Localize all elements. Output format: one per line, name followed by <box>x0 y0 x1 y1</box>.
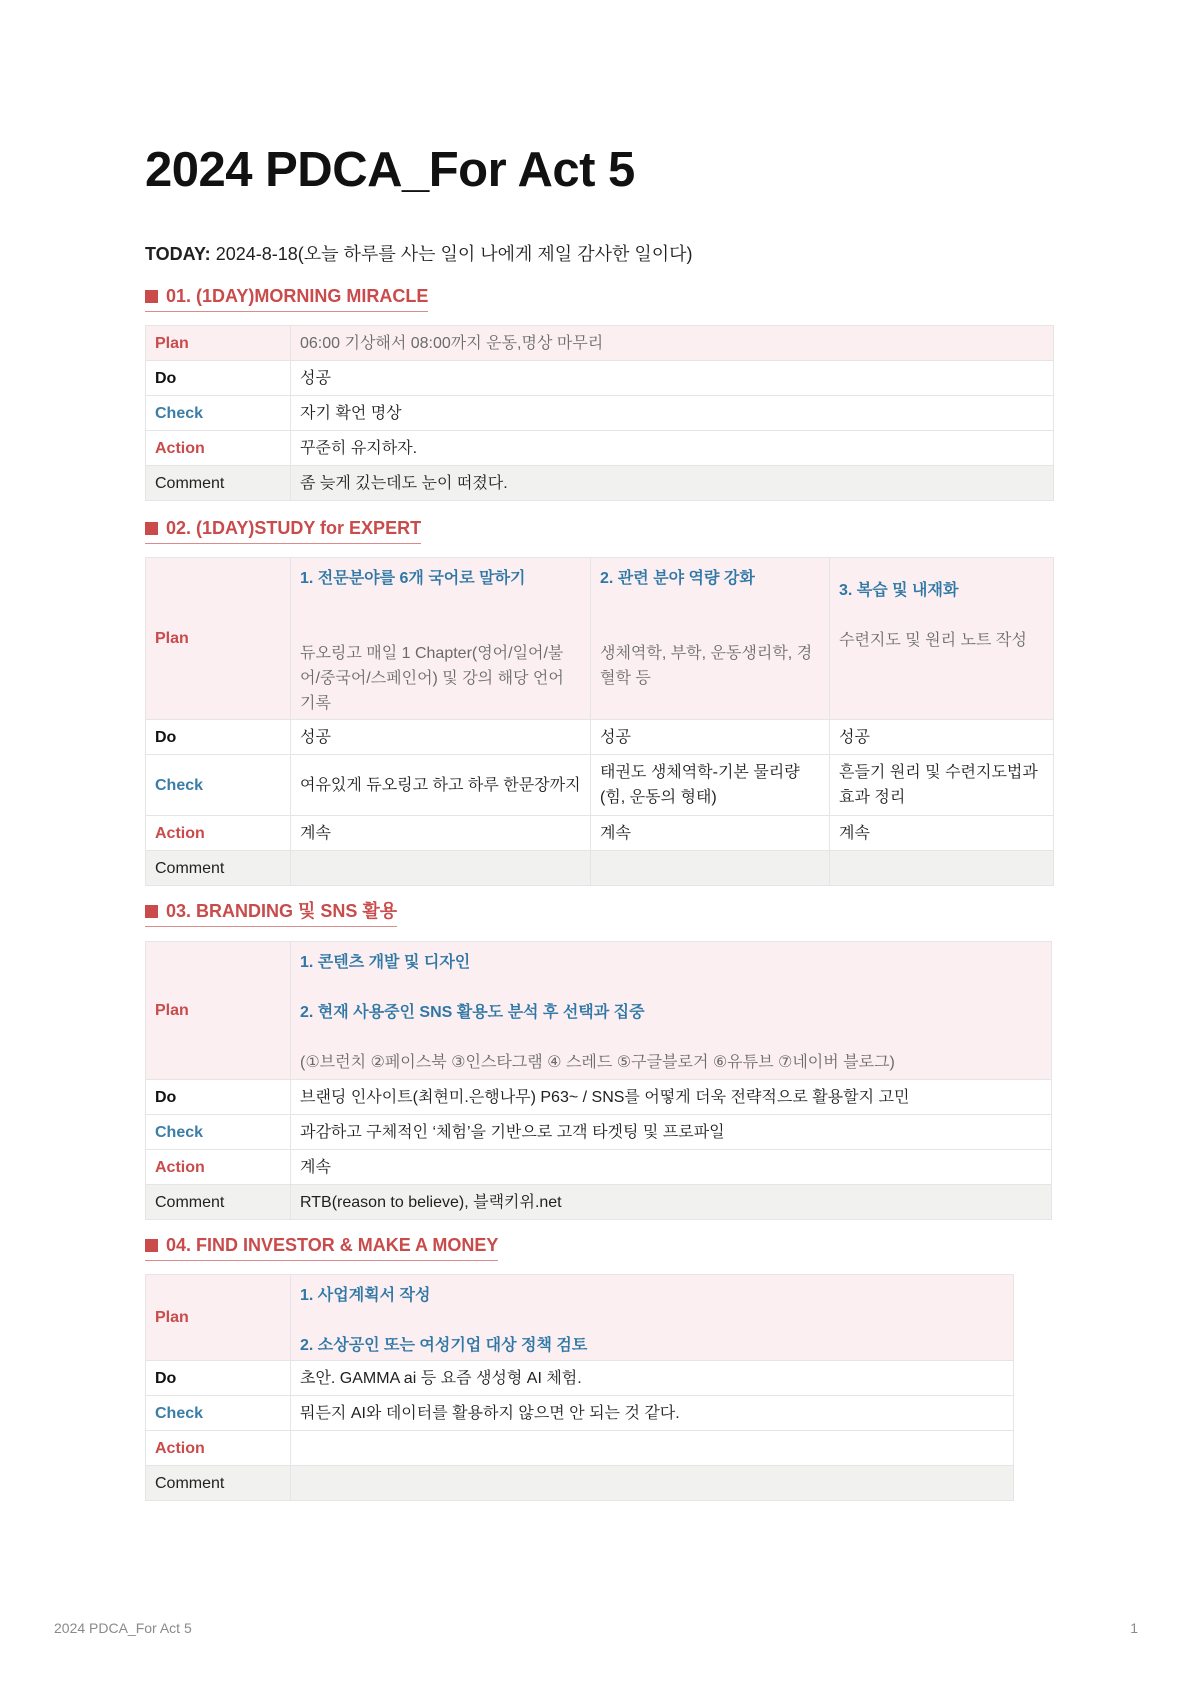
today-label: TODAY: <box>145 244 211 264</box>
check-value: 과감하고 구체적인 ‘체험’을 기반으로 고객 타겟팅 및 프로파일 <box>291 1115 1052 1150</box>
do-value: 성공 <box>291 361 1054 396</box>
plan-cell-3 <box>830 558 1054 720</box>
do-value: 브랜딩 인사이트(최현미.은행나무) P63~ / SNS를 어떻게 더욱 전략적으로 활용할지 고민 <box>291 1080 1052 1115</box>
row-label-check: Check <box>146 1396 291 1431</box>
action-value: 꾸준히 유지하자. <box>291 431 1054 466</box>
table-row <box>146 1185 1052 1220</box>
today-line <box>145 241 693 267</box>
row-label-comment: Comment <box>146 466 291 501</box>
table-row <box>146 942 1052 1080</box>
row-label-check: Check <box>146 755 291 816</box>
table-row <box>146 755 1054 816</box>
red-square-icon <box>145 905 158 918</box>
row-label-action: Action <box>146 1431 291 1466</box>
pdca-table-4 <box>145 1274 1014 1501</box>
plan-value: 06:00 기상해서 08:00까지 운동,명상 마무리 <box>291 326 1054 361</box>
row-label-plan: Plan <box>146 558 291 720</box>
row-label-check: Check <box>146 396 291 431</box>
check-value-1: 여유있게 듀오링고 하고 하루 한문장까지 <box>291 755 591 816</box>
table-row <box>146 1466 1014 1501</box>
table-row <box>146 1115 1052 1150</box>
plan-title-2: 2. 관련 분야 역량 강화 <box>600 570 755 587</box>
today-value: 2024-8-18(오늘 하루를 사는 일이 나에게 제일 감사한 일이다) <box>215 244 693 264</box>
plan-cell-1 <box>291 558 591 720</box>
row-label-plan: Plan <box>146 326 291 361</box>
table-row <box>146 558 1054 720</box>
plan-item-3: (①브런치 ②페이스북 ③인스타그램 ④ 스레드 ⑤구글블로거 ⑥유튜브 ⑦네이버 블로그) <box>300 1054 895 1071</box>
plan-cell <box>291 1275 1014 1361</box>
plan-item-2: 2. 소상공인 또는 여성기업 대상 정책 검토 <box>300 1337 588 1354</box>
table-row <box>146 851 1054 886</box>
comment-value-1 <box>291 851 591 886</box>
row-label-check: Check <box>146 1115 291 1150</box>
row-label-plan: Plan <box>146 1275 291 1361</box>
comment-value: RTB(reason to believe), 블랙키위.net <box>291 1185 1052 1220</box>
section-heading-4: 04. FIND INVESTOR & MAKE A MONEY <box>145 1232 498 1261</box>
table-row <box>146 466 1054 501</box>
row-label-action: Action <box>146 1150 291 1185</box>
row-label-comment: Comment <box>146 1466 291 1501</box>
row-label-plan: Plan <box>146 942 291 1080</box>
row-label-do: Do <box>146 361 291 396</box>
check-value-3: 흔들기 원리 및 수련지도법과 효과 정리 <box>830 755 1054 816</box>
section-heading-1: 01. (1DAY)MORNING MIRACLE <box>145 283 428 312</box>
section-heading-2: 02. (1DAY)STUDY for EXPERT <box>145 515 421 544</box>
table-row <box>146 431 1054 466</box>
row-label-comment: Comment <box>146 1185 291 1220</box>
table-row <box>146 1150 1052 1185</box>
plan-item-2: 2. 현재 사용중인 SNS 활용도 분석 후 선택과 집중 <box>300 1004 645 1021</box>
action-value: 계속 <box>291 1150 1052 1185</box>
comment-value-3 <box>830 851 1054 886</box>
plan-title-1: 1. 전문분야를 6개 국어로 말하기 <box>300 570 526 587</box>
table-row <box>146 1396 1014 1431</box>
plan-cell-2 <box>591 558 830 720</box>
pdca-table-3 <box>145 941 1052 1220</box>
table-row <box>146 326 1054 361</box>
row-label-do: Do <box>146 720 291 755</box>
row-label-action: Action <box>146 431 291 466</box>
table-row <box>146 1361 1014 1396</box>
action-value <box>291 1431 1014 1466</box>
page-title: 2024 PDCA_For Act 5 <box>145 143 635 197</box>
do-value-3: 성공 <box>830 720 1054 755</box>
action-value-3: 계속 <box>830 816 1054 851</box>
check-value-2: 태권도 생체역학-기본 물리량(힘, 운동의 형태) <box>591 755 830 816</box>
do-value-2: 성공 <box>591 720 830 755</box>
footer-page-number: 1 <box>1130 1620 1138 1636</box>
check-value: 자기 확언 명상 <box>291 396 1054 431</box>
red-square-icon <box>145 290 158 303</box>
comment-value <box>291 1466 1014 1501</box>
check-value: 뭐든지 AI와 데이터를 활용하지 않으면 안 되는 것 같다. <box>291 1396 1014 1431</box>
section-heading-3: 03. BRANDING 및 SNS 활용 <box>145 898 397 927</box>
table-row <box>146 396 1054 431</box>
do-value: 초안. GAMMA ai 등 요즘 생성형 AI 체험. <box>291 1361 1014 1396</box>
row-label-action: Action <box>146 816 291 851</box>
red-square-icon <box>145 1239 158 1252</box>
comment-value-2 <box>591 851 830 886</box>
pdca-table-2 <box>145 557 1054 886</box>
footer-doc-title: 2024 PDCA_For Act 5 <box>54 1620 192 1636</box>
comment-value: 좀 늦게 깄는데도 눈이 떠졌다. <box>291 466 1054 501</box>
plan-item-1: 1. 콘텐츠 개발 및 디자인 <box>300 954 471 971</box>
plan-item-1: 1. 사업계획서 작성 <box>300 1287 431 1304</box>
plan-desc-1: 듀오링고 매일 1 Chapter(영어/일어/불어/중국어/스페인어) 및 강의 해당 언어 기록 <box>300 645 564 712</box>
plan-desc-2: 생체역학, 부학, 운동생리학, 경혈학 등 <box>600 645 813 687</box>
plan-cell <box>291 942 1052 1080</box>
plan-desc-3: 수련지도 및 원리 노트 작성 <box>839 632 1027 649</box>
table-row <box>146 816 1054 851</box>
table-row <box>146 1431 1014 1466</box>
row-label-do: Do <box>146 1361 291 1396</box>
table-row <box>146 361 1054 396</box>
table-row <box>146 1275 1014 1361</box>
table-row <box>146 720 1054 755</box>
pdca-table-1 <box>145 325 1054 501</box>
do-value-1: 성공 <box>291 720 591 755</box>
action-value-1: 계속 <box>291 816 591 851</box>
action-value-2: 계속 <box>591 816 830 851</box>
row-label-do: Do <box>146 1080 291 1115</box>
row-label-comment: Comment <box>146 851 291 886</box>
red-square-icon <box>145 522 158 535</box>
plan-title-3: 3. 복습 및 내재화 <box>839 582 959 599</box>
table-row <box>146 1080 1052 1115</box>
